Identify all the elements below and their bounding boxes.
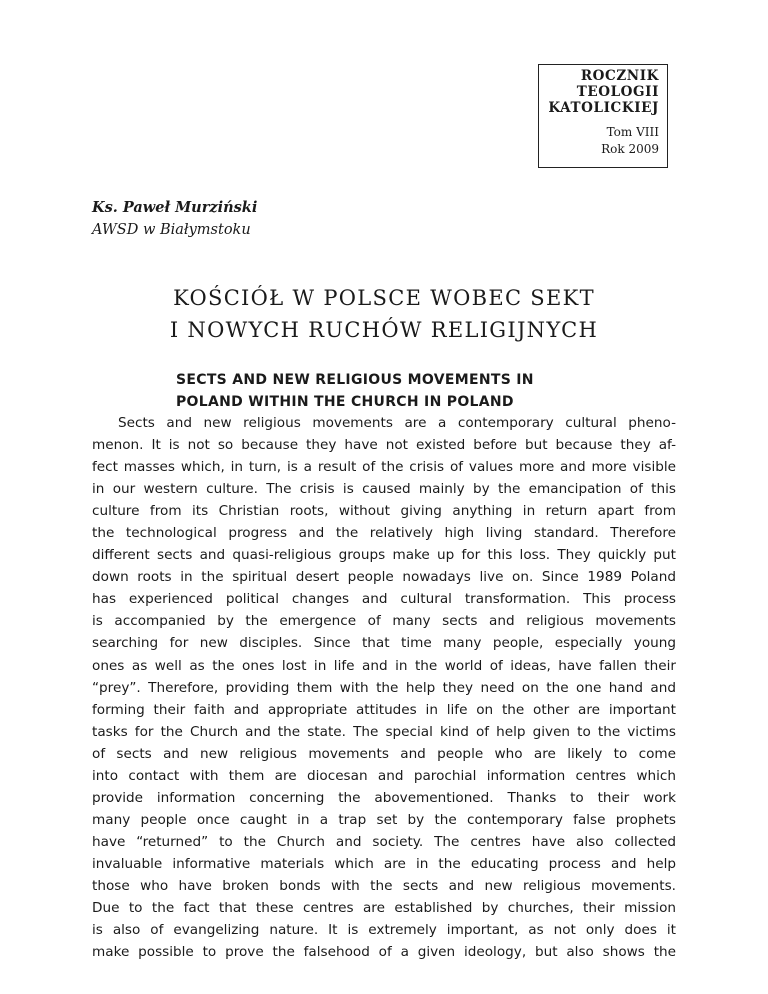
article-subtitle xyxy=(176,369,656,413)
abstract-line: of sects and new religious movements and people who are likely to come xyxy=(92,745,676,762)
abstract-line: have “returned” to the Church and society. The centres have also collected xyxy=(92,833,676,850)
abstract-line: is also of evangelizing nature. It is extremely important, as not only does it xyxy=(92,922,676,939)
author-affiliation: AWSD w Białymstoku xyxy=(92,222,251,238)
journal-name xyxy=(539,68,659,116)
abstract-line: has experienced political changes and cultural transformation. This process xyxy=(92,591,676,608)
abstract-line: many people once caught in a trap set by the contemporary false prophets xyxy=(92,811,676,828)
article-subtitle-line: SECTS AND NEW RELIGIOUS MOVEMENTS IN xyxy=(176,372,534,388)
abstract-line: ones as well as the ones lost in life and in the world of ideas, have fallen their xyxy=(92,657,676,674)
abstract-line: make possible to prove the falsehood of a given ideology, but also shows the xyxy=(92,944,676,961)
journal-name-line: TEOLOGII xyxy=(576,84,659,100)
abstract-line: “prey”. Therefore, providing them with the help they need on the one hand and xyxy=(92,679,676,696)
abstract-line: invaluable informative materials which are in the educating process and help xyxy=(92,855,676,872)
abstract-line: is accompanied by the emergence of many sects and religious movements xyxy=(92,613,676,630)
abstract-line: tasks for the Church and the state. The special kind of help given to the victims xyxy=(92,723,676,740)
journal-volume: Tom VIII xyxy=(606,125,659,139)
abstract-line: provide information concerning the abovementioned. Thanks to their work xyxy=(92,789,676,806)
abstract-line: those who have broken bonds with the sects and new religious movements. xyxy=(92,877,676,894)
author-block xyxy=(92,196,257,242)
journal-header-box xyxy=(538,64,668,168)
abstract-line: forming their faith and appropriate attitudes in life on the other are important xyxy=(92,701,676,718)
abstract-line: in our western culture. The crisis is caused mainly by the emancipation of this xyxy=(92,481,676,498)
article-title-line: I NOWYCH RUCHÓW RELIGIJNYCH xyxy=(169,318,599,342)
abstract-line: different sects and quasi-religious groups make up for this loss. They quickly put xyxy=(92,547,676,564)
article-title xyxy=(0,282,768,346)
abstract-line: into contact with them are diocesan and parochial information centres which xyxy=(92,767,676,784)
abstract-line: fect masses which, in turn, is a result of the crisis of values more and more visible xyxy=(92,459,676,476)
journal-name-line: KATOLICKIEJ xyxy=(548,100,659,116)
article-title-line: KOŚCIÓŁ W POLSCE WOBEC SEKT xyxy=(173,286,595,310)
journal-name-line: ROCZNIK xyxy=(580,68,659,84)
journal-meta xyxy=(539,124,659,158)
article-subtitle-line: POLAND WITHIN THE CHURCH IN POLAND xyxy=(176,394,514,410)
abstract-line: Sects and new religious movements are a contemporary cultural pheno- xyxy=(118,415,676,431)
abstract-line: searching for new disciples. Since that time many people, especially young xyxy=(92,635,676,652)
abstract-line: Due to the fact that these centres are established by churches, their mission xyxy=(92,900,676,917)
author-name: Ks. Paweł Murziński xyxy=(92,199,258,216)
abstract-paragraph xyxy=(92,412,676,963)
abstract-line: menon. It is not so because they have not existed before but because they af- xyxy=(92,437,676,454)
abstract-line: down roots in the spiritual desert people nowadays live on. Since 1989 Poland xyxy=(92,569,676,586)
abstract-line: the technological progress and the relatively high living standard. Therefore xyxy=(92,525,676,542)
abstract-line: culture from its Christian roots, without giving anything in return apart from xyxy=(92,503,676,520)
journal-year: Rok 2009 xyxy=(601,142,659,156)
